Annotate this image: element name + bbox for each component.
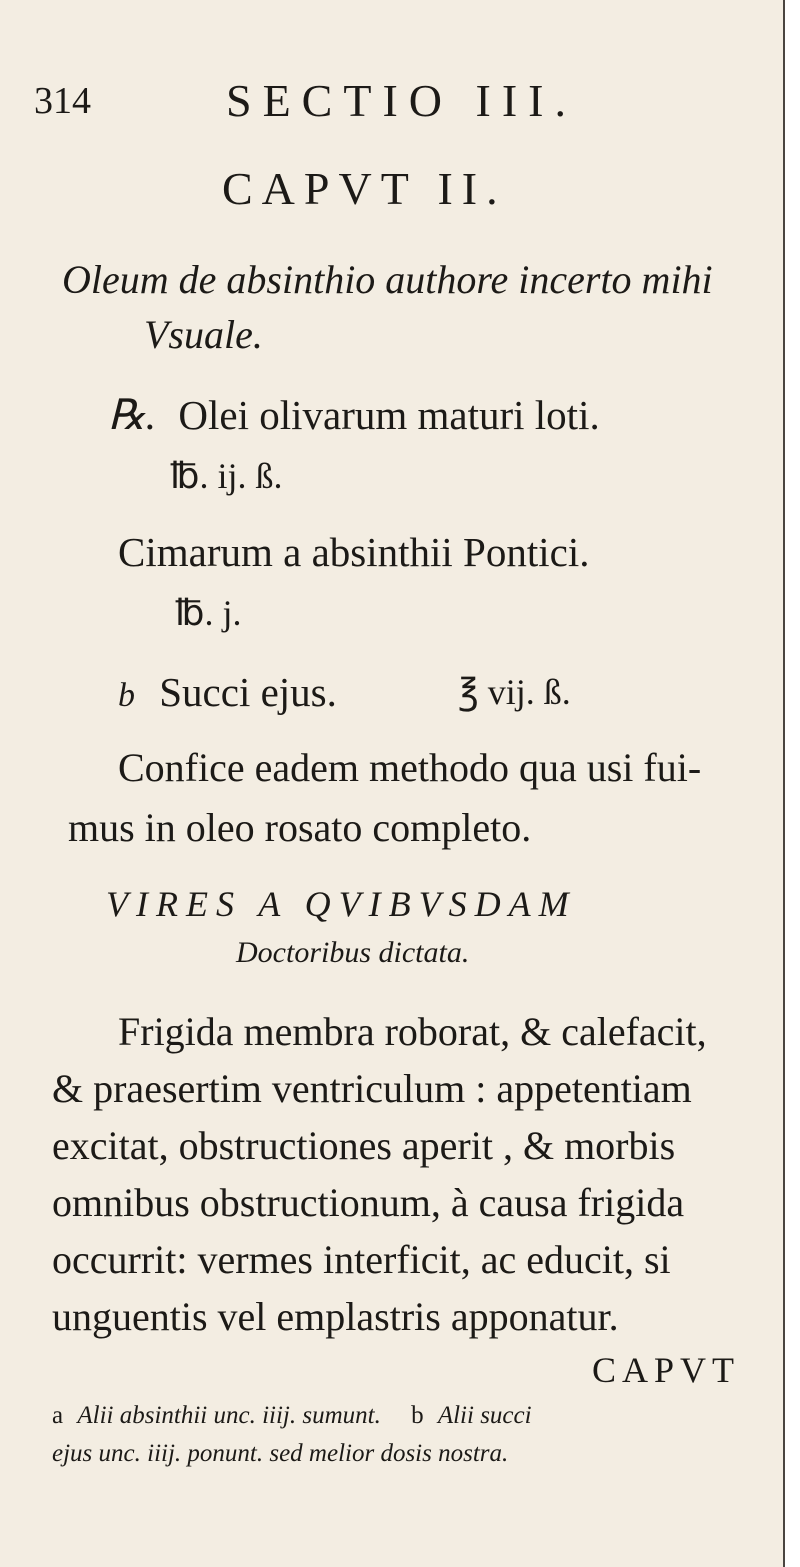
- footnote-b-continued: ejus unc. iiij. ponunt. sed melior dosis nostra.: [52, 1440, 509, 1467]
- body-line-1: Frigida membra roborat, & calefacit,: [118, 1009, 707, 1054]
- recipe-item-2-quantity: ℔. j.: [175, 593, 242, 633]
- recipe-line-1: [108, 392, 600, 439]
- body-line-6: unguentis vel emplastris apponatur.: [52, 1294, 619, 1339]
- running-head: SECTIO III.: [226, 75, 577, 126]
- recipe-item-2: Cimarum a absinthii Pontici.: [118, 529, 590, 575]
- recipe-heading-line-1: Oleum de absinthio authore incerto mihi: [62, 257, 713, 302]
- body-line-4: omnibus obstructionum, à causa frigida: [52, 1180, 685, 1225]
- page-number: 314: [34, 80, 91, 122]
- vires-subheading: Doctoribus dictata.: [236, 936, 470, 969]
- footnote-b-marker: b: [411, 1402, 424, 1429]
- vires-heading: VIRES A QVIBVSDAM: [106, 884, 577, 924]
- body-line-5: occurrit: vermes interficit, ac educit, si: [52, 1237, 671, 1282]
- instructions-line-1: Confice eadem methodo qua usi fui-: [118, 745, 702, 790]
- instructions-line-2: mus in oleo rosato completo.: [68, 805, 532, 850]
- footnote-b-text: Alii succi: [437, 1402, 532, 1429]
- recipe-item-1-quantity: ℔. ij. ß.: [170, 456, 283, 496]
- recipe-heading-line-2: Vsuale.: [144, 312, 263, 357]
- recipe-line-2: [118, 529, 590, 575]
- body-line-2: & praesertim ventriculum : appetentiam: [52, 1066, 692, 1111]
- catchword: CAPVT: [592, 1350, 741, 1390]
- recipe-line-3: [118, 669, 337, 715]
- recipe-item-3-quantity: ℥ vij. ß.: [458, 672, 571, 712]
- recipe-item-1: Olei olivarum maturi loti.: [178, 392, 600, 438]
- footnote-line-1: [52, 1403, 532, 1428]
- chapter-title: CAPVT II.: [222, 163, 507, 214]
- recipe-item-3: Succi ejus.: [159, 669, 337, 715]
- recipe-symbol: ℞.: [108, 393, 157, 439]
- footnote-marker-b: b: [118, 677, 135, 714]
- footnote-a-marker: a: [52, 1402, 64, 1429]
- page-edge: [783, 0, 800, 1567]
- footnote-a-text: Alii absinthii unc. iiij. sumunt.: [77, 1402, 381, 1429]
- footnote-line-2: [52, 1441, 508, 1466]
- body-line-3: excitat, obstructiones aperit , & morbis: [52, 1123, 676, 1168]
